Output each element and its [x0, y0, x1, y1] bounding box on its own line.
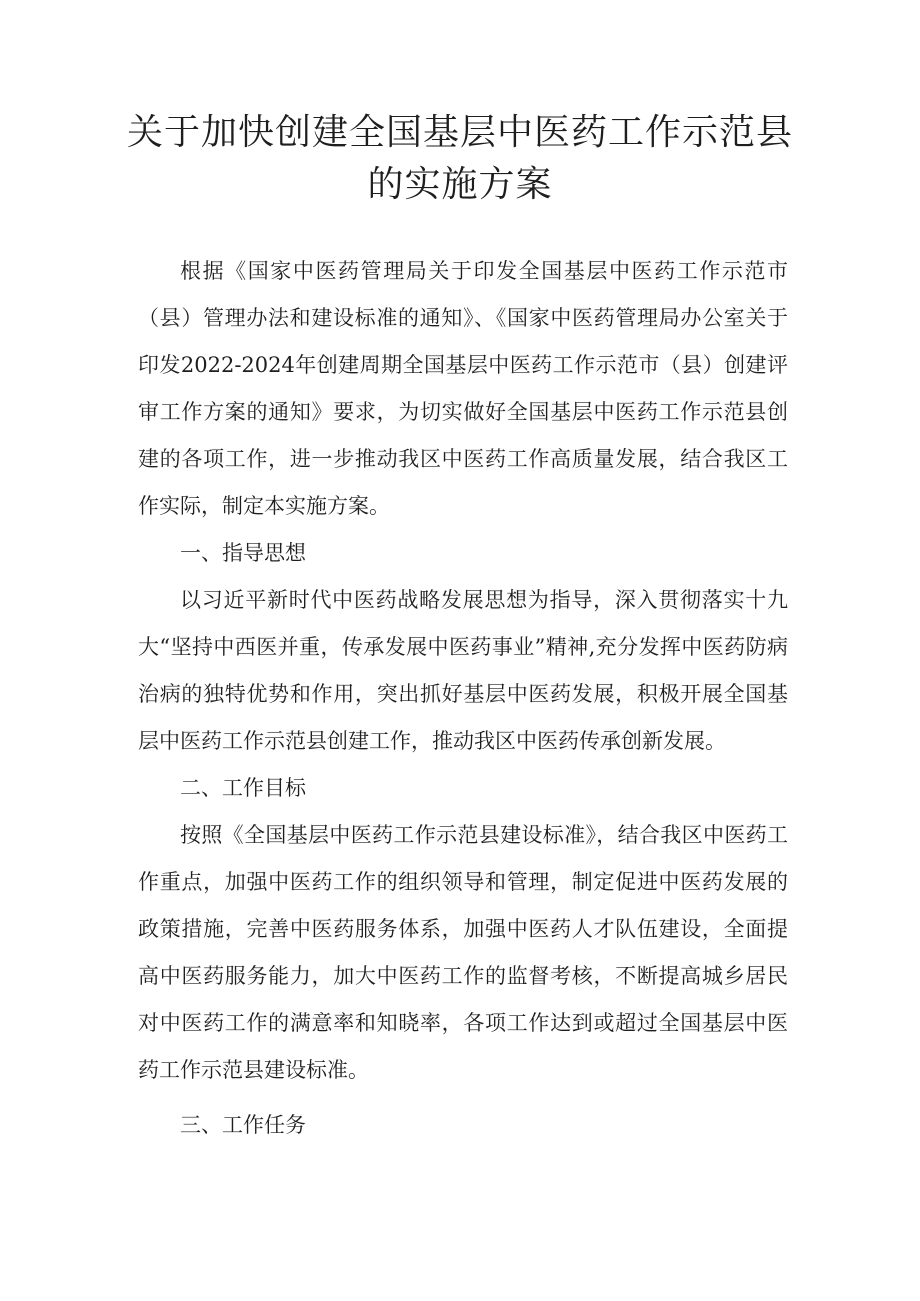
intro-paragraph: 根据《国家中医药管理局关于印发全国基层中医药工作示范市（县）管理办法和建设标准的通知》、《国家中医药管理局办公室关于印发2022-2024年创建周期全国基层中医药工作示范市（县）创建评审工作方案的通知》要求，为切实做好全国基层中医药工作示范县创建的各项工作，进一步推动我区中医药工作高质量发展，结合我区工作实际，制定本实施方案。 — [138, 259, 788, 518]
document-title-line-1: 关于加快创建全国基层中医药工作示范县 — [126, 112, 793, 153]
section-1-paragraph: 以习近平新时代中医药战略发展思想为指导，深入贯彻落实十九大“坚持中西医并重，传承发展中医药事业”精神,充分发挥中医药防病治病的独特优势和作用，突出抓好基层中医药发展，积极开展全国基层中医药工作示范县创建工作，推动我区中医药传承创新发展。 — [138, 588, 788, 753]
document-body — [138, 248, 788, 1149]
section-1-heading: 一、指导思想 — [180, 541, 306, 565]
section-3-heading: 三、工作任务 — [180, 1113, 306, 1137]
section-2-heading: 二、工作目标 — [180, 776, 306, 800]
document-title-line-2: 的实施方案 — [367, 164, 553, 205]
section-2-paragraph: 按照《全国基层中医药工作示范县建设标准》，结合我区中医药工作重点，加强中医药工作的组织领导和管理，制定促进中医药发展的政策措施，完善中医药服务体系，加强中医药人才队伍建设，全面提高中医药服务能力，加大中医药工作的监督考核，不断提高城乡居民对中医药工作的满意率和知晓率，各项工作达到或超过全国基层中医药工作示范县建设标准。 — [138, 823, 788, 1082]
